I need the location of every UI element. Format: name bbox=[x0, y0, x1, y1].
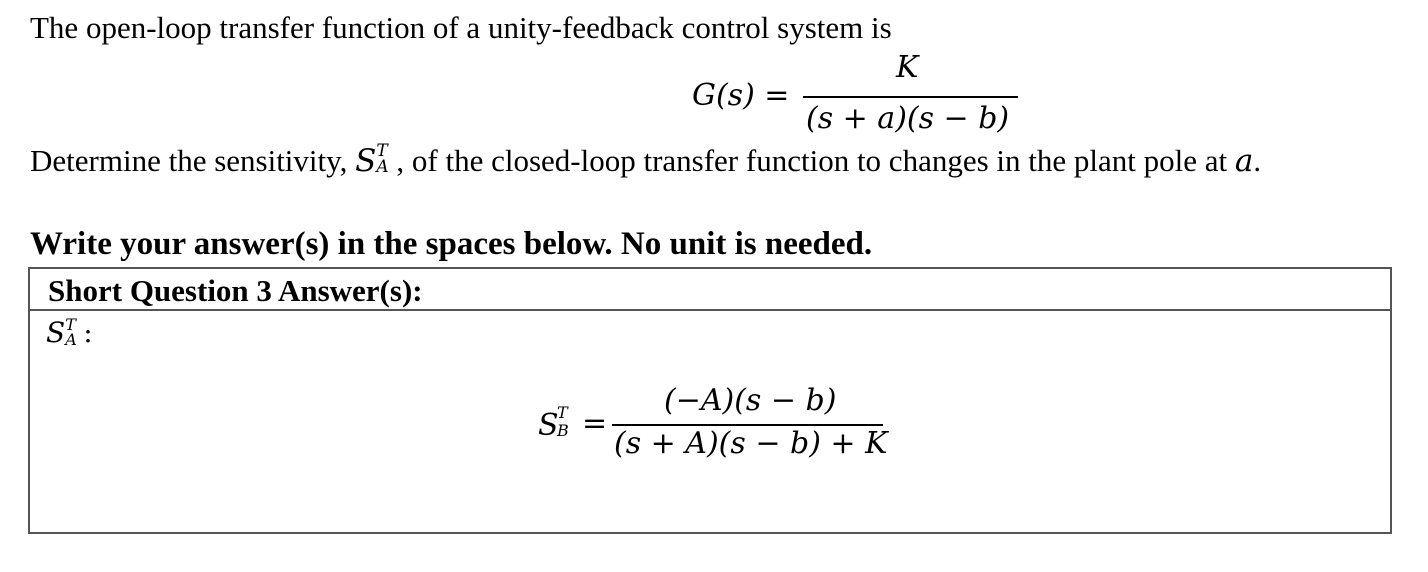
answer-box-title: Short Question 3 Answer(s): bbox=[48, 273, 423, 308]
answer-label-indices bbox=[65, 315, 83, 349]
prompt-text-before: Determine the sensitivity, bbox=[30, 143, 356, 178]
answer-label bbox=[46, 316, 93, 350]
answer-label-colon: : bbox=[83, 316, 93, 349]
question-prompt bbox=[30, 143, 1261, 179]
intro-text: The open-loop transfer function of a unity-feedback control system is bbox=[30, 10, 892, 45]
sensitivity-indices bbox=[376, 141, 396, 177]
prompt-text-end: . bbox=[1253, 143, 1262, 178]
answer-sup: T bbox=[557, 403, 568, 422]
answer-sub: B bbox=[557, 421, 569, 440]
fraction-bar bbox=[803, 96, 1018, 98]
transfer-function-denominator: (s + a)(s − b) bbox=[806, 101, 1010, 136]
pole-variable: a bbox=[1234, 143, 1254, 179]
answer-box-header bbox=[30, 269, 1390, 311]
answer-label-sub: A bbox=[65, 330, 77, 349]
answer-label-sup: T bbox=[65, 315, 76, 334]
transfer-function-numerator: K bbox=[896, 50, 919, 85]
sensitivity-symbol: S bbox=[355, 143, 377, 179]
answer-numerator: (−A)(s − b) bbox=[664, 383, 837, 418]
sensitivity-sub: A bbox=[376, 157, 389, 177]
answer-symbol: S bbox=[538, 408, 559, 443]
answer-equals: = bbox=[582, 406, 608, 441]
transfer-function-lhs: G(s) = bbox=[692, 78, 790, 113]
answer-label-symbol: S bbox=[46, 316, 66, 349]
answer-denominator: (s + A)(s − b) + K bbox=[614, 426, 888, 461]
answer-instruction: Write your answer(s) in the spaces below. No unit is needed. bbox=[30, 226, 873, 262]
prompt-text-after: , of the closed-loop transfer function to changes in the plant pole at bbox=[396, 143, 1235, 178]
sensitivity-sup: T bbox=[376, 141, 388, 161]
